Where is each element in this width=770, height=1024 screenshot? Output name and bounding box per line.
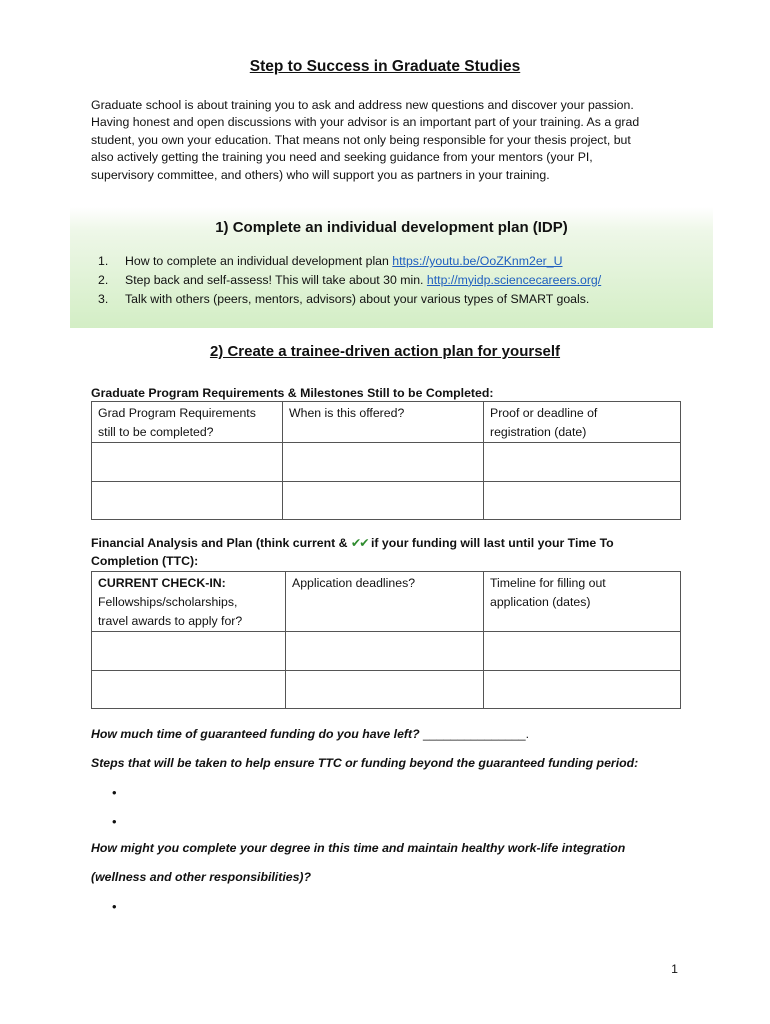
intro-line: also actively getting the training you need and seeking guidance from your mentors (your PI,: [91, 150, 593, 165]
table-cell[interactable]: [484, 482, 681, 520]
financial-label-line: Completion (TTC):: [91, 554, 199, 568]
question-complete-degree-cont: (wellness and other responsibilities)?: [91, 870, 312, 884]
table-row: [92, 632, 681, 671]
section2-heading: 2) Create a trainee-driven action plan for yourself: [209, 343, 561, 360]
financial-label: [91, 534, 681, 570]
table-cell[interactable]: [484, 443, 681, 482]
list-item: 3. Talk with others (peers, mentors, advisors) about your various types of SMART goals.: [98, 291, 590, 306]
question-steps: Steps that will be taken to help ensure TTC or funding beyond the guaranteed funding period:: [91, 756, 639, 770]
table-cell[interactable]: [92, 632, 286, 671]
table-row: [92, 443, 681, 482]
idp-section: [70, 207, 713, 328]
table-cell[interactable]: [92, 482, 283, 520]
table-cell[interactable]: [283, 443, 484, 482]
table-header-cell: Proof or deadline of registration (date): [484, 402, 681, 443]
double-check-icon: ✔✔: [350, 536, 368, 550]
table-header-row: [92, 572, 681, 632]
intro-paragraph: [91, 97, 691, 184]
idp-video-link[interactable]: https://youtu.be/OoZKnm2er_U: [392, 254, 563, 268]
page-number: 1: [671, 962, 678, 976]
financial-label-line: Financial Analysis and Plan (think current & ✔✔ if your funding will last until your Time To: [91, 536, 614, 550]
idp-heading: 1) Complete an individual development plan (IDP): [215, 219, 568, 236]
question-funding-left: How much time of guaranteed funding do you have left? _______________.: [91, 727, 530, 741]
table-cell[interactable]: [283, 482, 484, 520]
table-header-cell: Application deadlines?: [286, 572, 484, 632]
table-cell[interactable]: [286, 632, 484, 671]
bullet: •: [112, 785, 117, 800]
table-header-cell: When is this offered?: [283, 402, 484, 443]
requirements-label: Graduate Program Requirements & Milestones Still to be Completed:: [91, 386, 494, 400]
requirements-table: [91, 401, 681, 520]
table-row: [92, 482, 681, 520]
table-cell[interactable]: [484, 632, 681, 671]
answer-blank[interactable]: _______________.: [423, 727, 530, 741]
intro-line: Having honest and open discussions with your advisor is an important part of your training. As a grad: [91, 115, 640, 130]
table-header-cell: Timeline for filling out application (dates): [484, 572, 681, 632]
myidp-link[interactable]: http://myidp.sciencecareers.org/: [426, 272, 602, 287]
intro-line: supervisory committee, and others) who will support you as partners in your training.: [91, 167, 550, 182]
table-cell[interactable]: [92, 671, 286, 709]
table-cell[interactable]: [286, 671, 484, 709]
list-item: 1. How to complete an individual development plan https://youtu.be/OoZKnm2er_U: [98, 254, 563, 268]
intro-line: Graduate school is about training you to ask and address new questions and discover your passion.: [91, 98, 634, 112]
question-complete-degree: How might you complete your degree in this time and maintain healthy work-life integration: [91, 841, 626, 855]
bullet: •: [112, 899, 117, 914]
table-header-cell: Grad Program Requirements still to be completed?: [92, 402, 283, 443]
table-cell[interactable]: [92, 443, 283, 482]
idp-list: [98, 252, 698, 308]
table-header-row: [92, 402, 681, 443]
bullet: •: [112, 814, 117, 829]
intro-line: student, you own your education. That means not only being responsible for your thesis project, but: [91, 132, 631, 147]
table-header-cell: CURRENT CHECK-IN: Fellowships/scholarships, travel awards to apply for?: [92, 572, 286, 632]
table-cell[interactable]: [484, 671, 681, 709]
financial-table: [91, 571, 681, 709]
table-row: [92, 671, 681, 709]
page-title: Step to Success in Graduate Studies: [249, 58, 521, 75]
list-item: 2. Step back and self-assess! This will take about 30 min. http://myidp.sciencecareers.org/: [98, 272, 602, 287]
